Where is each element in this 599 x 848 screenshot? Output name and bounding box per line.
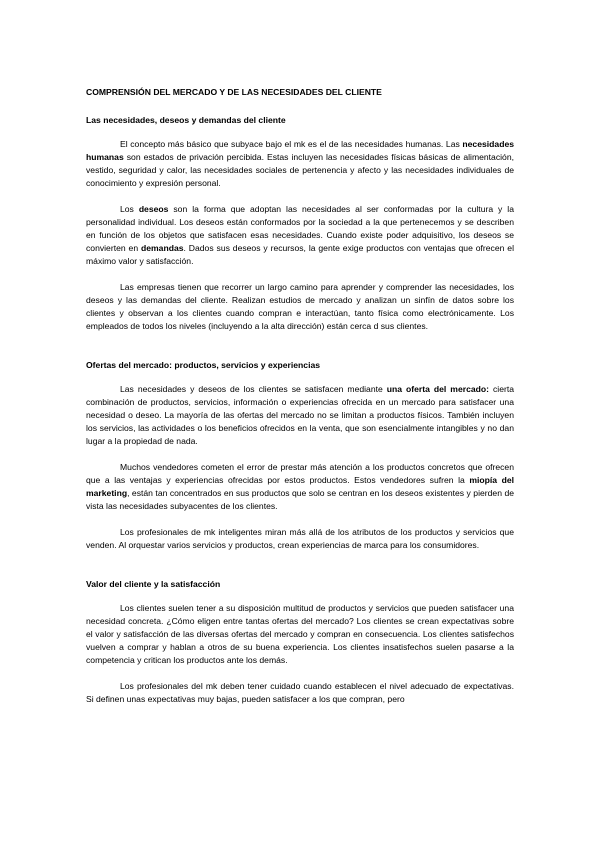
document-title: COMPRENSIÓN DEL MERCADO Y DE LAS NECESIDADES DEL CLIENTE <box>86 87 382 97</box>
section-heading-needs: Las necesidades, deseos y demandas del cliente <box>86 115 286 125</box>
paragraph: Los deseos son la forma que adoptan las necesidades al ser conformadas por la cultura y la personalidad individual. Los deseos están conformados por la sociedad a la que pertenecemos y se describen en función de los objetos que satisfacen esas necesidades. Cuando existe poder adquisitivo, los deseos se convierten en demandas. Dados sus deseos y recursos, la gente exige productos con ventajas que ofrecen el máximo valor y satisfacción. <box>86 204 514 266</box>
paragraph: Los profesionales del mk deben tener cuidado cuando establecen el nivel adecuado de expectativas. Si definen unas expectativas muy bajas, pueden satisfacer a los que compran, pero <box>86 681 514 704</box>
paragraph: Los clientes suelen tener a su disposición multitud de productos y servicios que pueden satisfacer una necesidad concreta. ¿Cómo eligen entre tantas ofertas del mercado? Los clientes se crean expectativas sobre el valor y satisfacción de las diversas ofertas del mercado y compran en consecuencia. Los clientes satisfechos vuelven a comprar y hablan a otros de su buena experiencia. Los clientes insatisfechos suelen pasarse a la competencia y critican los productos ante los demás. <box>86 603 514 665</box>
paragraph: Las necesidades y deseos de los clientes se satisfacen mediante una oferta del mercado: cierta combinación de productos, servicios, información o experiencias ofrecida en un mercado para satisfacer una necesidad o deseo. La mayoría de las ofertas del mercado no se limitan a productos físicos. También incluyen los servicios, las actividades o los beneficios ofrecidos en la venta, que son esencialmente intangibles y no dan lugar a la propiedad de nada. <box>86 384 514 446</box>
document-content <box>86 86 514 706</box>
paragraph: El concepto más básico que subyace bajo el mk es el de las necesidades humanas. Las necesidades humanas son estados de privación percibida. Estas incluyen las necesidades físicas básicas de alimentación, vestido, seguridad y calor, las necesidades sociales de pertenencia y afecto y las necesidades individuales de conocimiento y expresión personal. <box>86 139 514 188</box>
section-heading-offers: Ofertas del mercado: productos, servicios y experiencias <box>86 360 321 370</box>
paragraph: Muchos vendedores cometen el error de prestar más atención a los productos concretos que ofrecen que a las ventajas y experiencias ofrecidas por estos productos. Estos vendedores sufren la miopía del marketing, están tan concentrados en sus productos que solo se centran en los deseos existentes y pierden de vista las necesidades subyacentes de los clientes. <box>86 462 514 511</box>
paragraph: Los profesionales de mk inteligentes miran más allá de los atributos de los productos y servicios que venden. Al orquestar varios servicios y productos, crean experiencias de marca para los consumidores. <box>86 527 514 550</box>
section-heading-value: Valor del cliente y la satisfacción <box>86 579 221 589</box>
paragraph: Las empresas tienen que recorrer un largo camino para aprender y comprender las necesidades, los deseos y las demandas del cliente. Realizan estudios de mercado y analizan un sinfín de datos sobre los clientes y observan a los clientes cuando compran e interactúan, tanto física como electrónicamente. Los empleados de todos los niveles (incluyendo a la alta dirección) están cerca d sus clientes. <box>86 282 514 331</box>
